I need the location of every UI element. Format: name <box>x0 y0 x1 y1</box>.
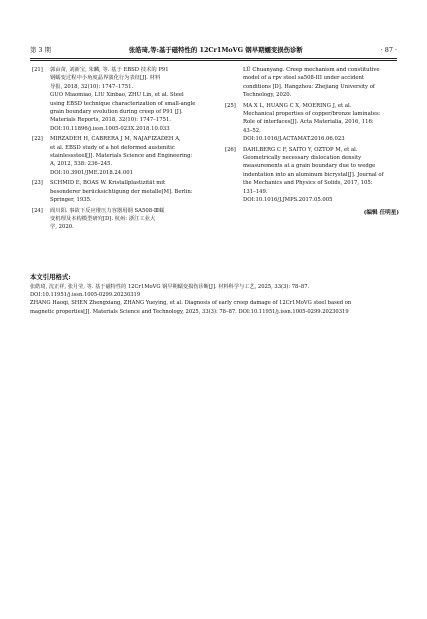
reference-item <box>225 66 405 100</box>
reference-number: [24] <box>32 207 43 214</box>
running-header <box>30 44 397 57</box>
reference-line: 131–149. <box>243 188 268 195</box>
citation-line: ZHANG Haoqi, SHEN Zhengxiang, ZHANG Yueying, et al. Diagnosis of early creep damage of 12Cr1MoVG steel based on <box>30 300 352 307</box>
running-title: 张皓琦,等:基于磁特性的 12Cr1MoVG 钢早期蠕变损伤诊断 <box>128 46 303 54</box>
reference-number <box>225 66 243 100</box>
reference-line: A, 2012, 538: 236–245. <box>50 161 113 168</box>
reference-item <box>32 207 212 232</box>
reference-line: indentation into an aluminum bicrystal[J]. Journal of <box>243 171 384 178</box>
reference-item <box>225 146 405 205</box>
reference-line: LÜ Chuanyang. Creep mechanism and constitutive <box>243 67 380 73</box>
reference-line: measurements at a grain boundary due to wedge <box>243 163 376 170</box>
references-left-column <box>32 66 212 234</box>
citation-line: DOI:10.11951/j.issn.1005-0299.20230319 <box>30 292 141 299</box>
reference-line: SCHMID E, BOAS W. Kristallplastizität mit <box>50 180 166 187</box>
reference-number: [22] <box>32 136 43 143</box>
reference-line: besonderer berücksichtigung der metalle[M]. Berlin: <box>50 188 193 195</box>
reference-line: MA X L, HUANG C X, MOERING J, et al. <box>243 102 352 109</box>
reference-line: Springer, 1935. <box>50 197 92 204</box>
reference-item <box>32 66 212 133</box>
reference-line: DAHLBERG C F, SAITO Y, OZTOP M, et al. <box>243 146 358 153</box>
issue-number: 第 3 期 <box>30 46 51 54</box>
reference-line: MIRZADEH H, CABRERA J M, NAJAFIZADEH A, <box>50 136 181 143</box>
reference-line: GUO Miaomiao, LIU Xinbao, ZHU Lin, et al. Steel <box>50 92 184 99</box>
reference-item <box>32 179 212 204</box>
reference-line: 阎川阳. 事故下反应堆压力容器用钢 SA508-Ⅲ蠕 <box>50 207 165 214</box>
reference-number: [26] <box>225 146 236 153</box>
reference-line: et al. EBSD study of a hot deformed austenitic <box>50 144 175 151</box>
reference-line: stainlesssteel[J]. Materials Science and Engineering: <box>50 153 193 160</box>
reference-doi: DOI:10.3901/JME.2018.24.001 <box>50 169 133 176</box>
reference-doi: DOI:10.1016/J.JMPS.2017.05.005 <box>243 197 333 204</box>
reference-item <box>225 102 405 144</box>
citation-heading: 本文引用格式: <box>30 273 71 281</box>
reference-line: 43–52. <box>243 127 261 134</box>
reference-line: Materials Reports, 2018, 32(10): 1747–1751. <box>50 117 171 124</box>
editor-credit: (编辑 任明星) <box>363 209 399 216</box>
citation-line: magnetic properties[J]. Materials Science and Technology, 2025, 33(3): 78–87. DOI:10.11951/j.issn.1005-0299.20230319 <box>30 308 349 315</box>
reference-doi: DOI:10.11896/j.issn.1005-023X.2018.10.033 <box>50 125 170 132</box>
header-rule-bottom <box>30 60 397 61</box>
reference-item <box>32 135 212 177</box>
reference-line: grain boundary evolution during creep of P91 [J]. <box>50 109 183 116</box>
reference-line: Geometrically necessary dislocation density <box>243 155 362 162</box>
reference-line: conditions [D]. Hangzhou: Zhejiang University of <box>243 83 375 90</box>
page-number: · 87 · <box>380 46 397 54</box>
reference-number: [21] <box>32 67 43 73</box>
reference-number: [25] <box>225 102 236 109</box>
reference-line: using EBSD technique characterization of small-angle <box>50 100 196 107</box>
reference-number: [23] <box>32 180 43 187</box>
header-rule-top <box>30 58 397 59</box>
reference-line: 导报, 2018, 32(10): 1747–1751. <box>50 83 134 90</box>
reference-line: 郭亩苗, 刘新宝, 朱麟, 等. 基于 EBSD 技术的 P91 <box>50 67 169 73</box>
citation-line: 张皓琦, 沈正祥, 张月莹, 等. 基于磁特性的 12Cr1MoVG 钢早期蠕变损伤诊断[J]. 材料科学与工艺, 2025, 33(3): 78–87. <box>30 284 310 290</box>
reference-line: Mechanical properties of copper/bronze laminates: <box>243 111 381 118</box>
references-right-column <box>225 66 405 217</box>
citation-block <box>30 283 400 316</box>
reference-line: Technology, 2020. <box>243 92 292 99</box>
reference-line: model of a rpv steel sa508-III under accident <box>243 75 365 82</box>
reference-doi: DOI:10.1016/J.ACTAMAT.2016.06.023 <box>243 136 345 143</box>
reference-line: 学, 2020. <box>50 224 74 231</box>
reference-line: 钢蠕变过程中小角度晶界演化行为表征[J]. 材料 <box>50 75 161 82</box>
reference-line: the Mechanics and Physics of Solids, 2017, 105: <box>243 180 373 187</box>
reference-line: Role of interfaces[J]. Acta Materialia, 2016, 116: <box>243 119 374 126</box>
reference-line: 变机理及本构模型研究[D]. 杭州: 浙江工业大 <box>50 215 156 222</box>
